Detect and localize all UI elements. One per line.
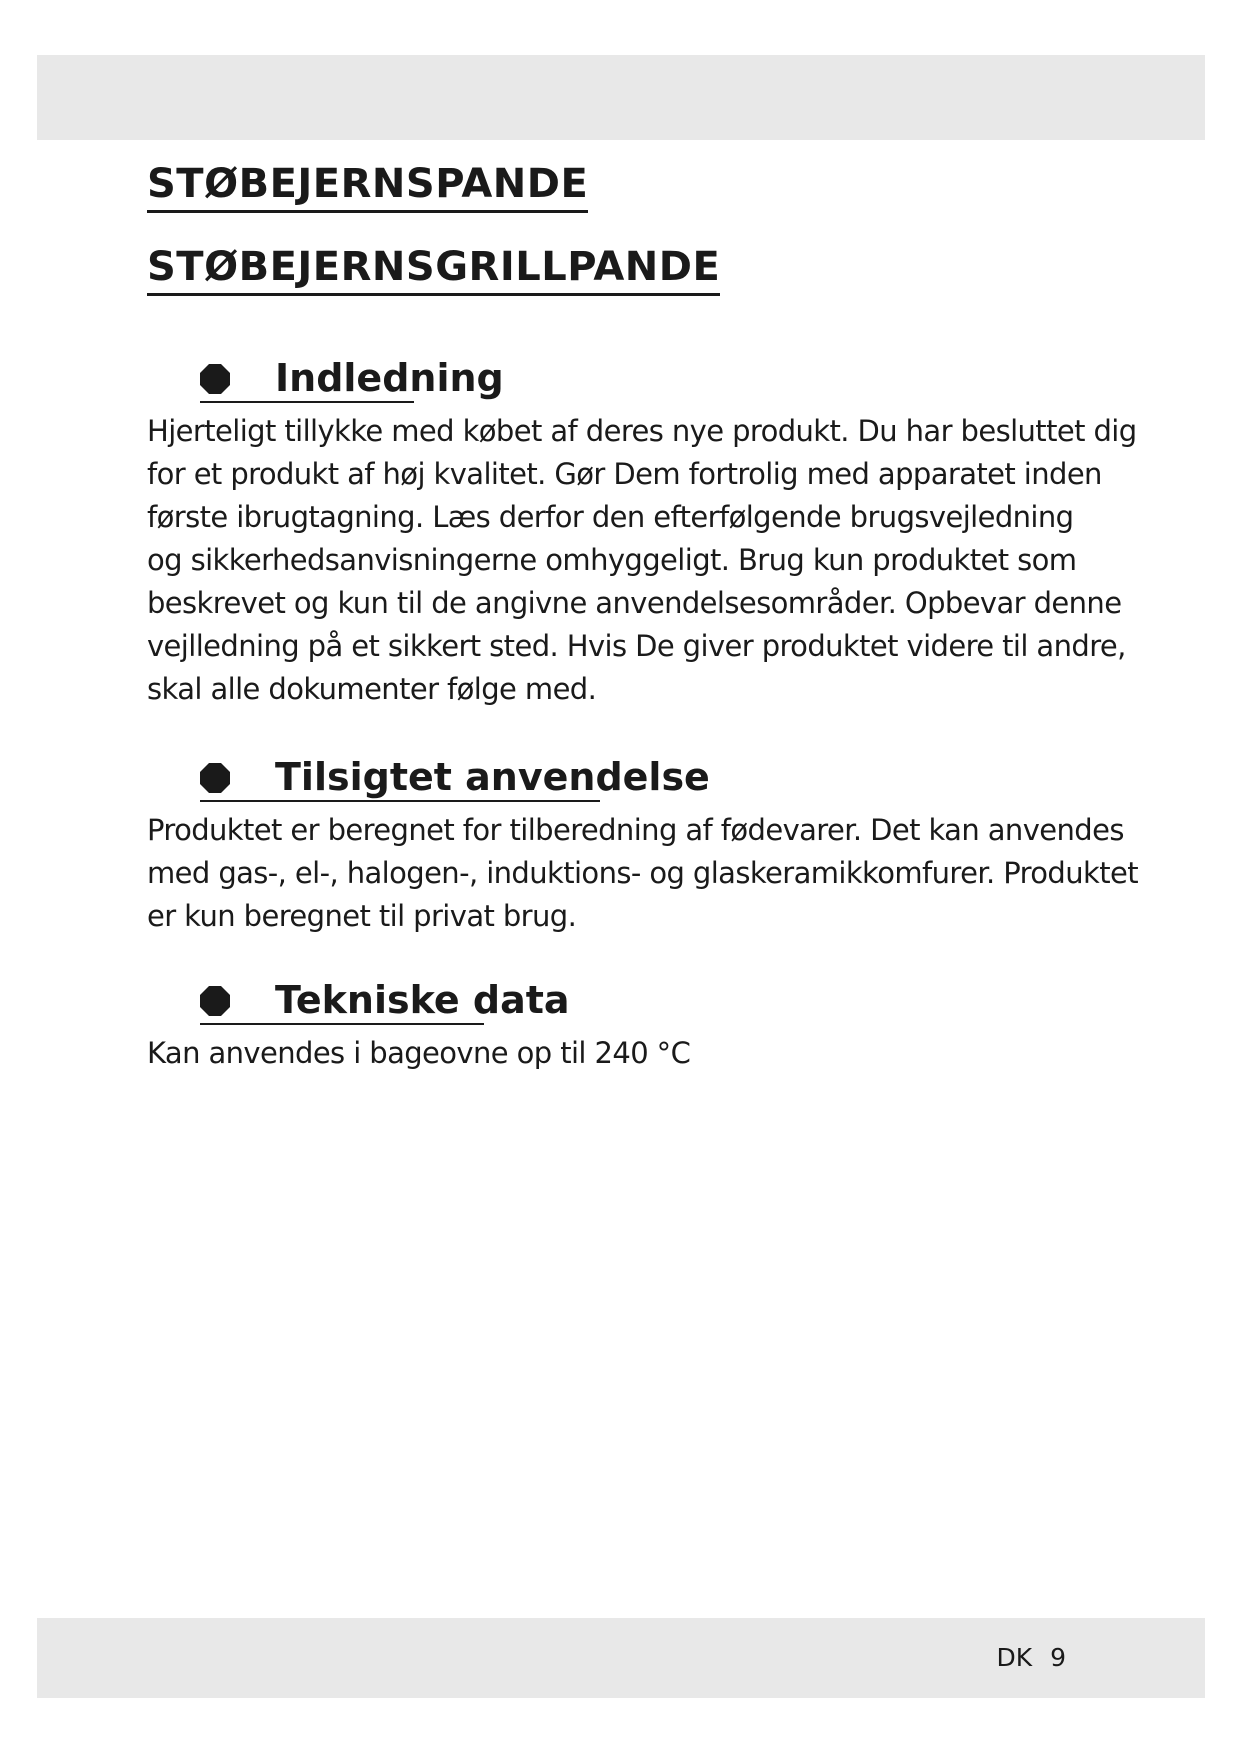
paragraph-line: er kun beregnet til privat brug.: [147, 899, 577, 933]
paragraph-line: første ibrugtagning. Læs derfor den efterfølgende brugsvejledning: [147, 500, 1074, 534]
section-heading-label: Tekniske data: [275, 978, 570, 1022]
page-footer: [996, 1640, 1066, 1676]
section-heading-label: Tilsigtet anvendelse: [275, 755, 710, 799]
octagon-bullet-icon: [200, 364, 230, 394]
section-paragraph: [147, 410, 1137, 711]
section-heading: [200, 976, 1107, 1026]
page-subtitle: STØBEJERNSGRILLPANDE: [147, 243, 720, 296]
paragraph-line: skal alle dokumenter følge med.: [147, 672, 597, 706]
paragraph-line: med gas-, el-, halogen-, induktions- og glaskeramikkomfurer. Produktet: [147, 856, 1138, 890]
paragraph-line: og sikkerhedsanvisningerne omhyggeligt. Brug kun produktet som: [147, 543, 1077, 577]
octagon-bullet-icon: [200, 763, 230, 793]
section-paragraph: [147, 809, 1138, 938]
section-technical-data: [147, 976, 1107, 1075]
section-heading: [200, 753, 1107, 803]
paragraph-line: for et produkt af høj kvalitet. Gør Dem fortrolig med apparatet inden: [147, 457, 1102, 491]
page-content: [147, 160, 1138, 1075]
paragraph-line: Produktet er beregnet for tilberedning af fødevarer. Det kan anvendes: [147, 813, 1124, 847]
page-number: 9: [1050, 1643, 1066, 1672]
section-introduction: [147, 354, 1137, 711]
header-band: [37, 55, 1205, 140]
paragraph-line: beskrevet og kun til de angivne anvendelsesområder. Opbevar denne: [147, 586, 1122, 620]
page-title: STØBEJERNSPANDE: [147, 160, 588, 213]
octagon-bullet-icon: [200, 986, 230, 1016]
paragraph-line: Hjerteligt tillykke med købet af deres nye produkt. Du har besluttet dig: [147, 414, 1137, 448]
paragraph-line: Kan anvendes i bageovne op til 240 °C: [147, 1036, 691, 1070]
language-code: DK: [996, 1643, 1033, 1672]
section-intended-use: [147, 753, 1138, 938]
section-heading: [200, 354, 1107, 404]
section-heading-label: Indledning: [275, 356, 504, 400]
paragraph-line: vejlledning på et sikkert sted. Hvis De giver produktet videre til andre,: [147, 629, 1126, 663]
section-paragraph: [147, 1032, 1107, 1075]
